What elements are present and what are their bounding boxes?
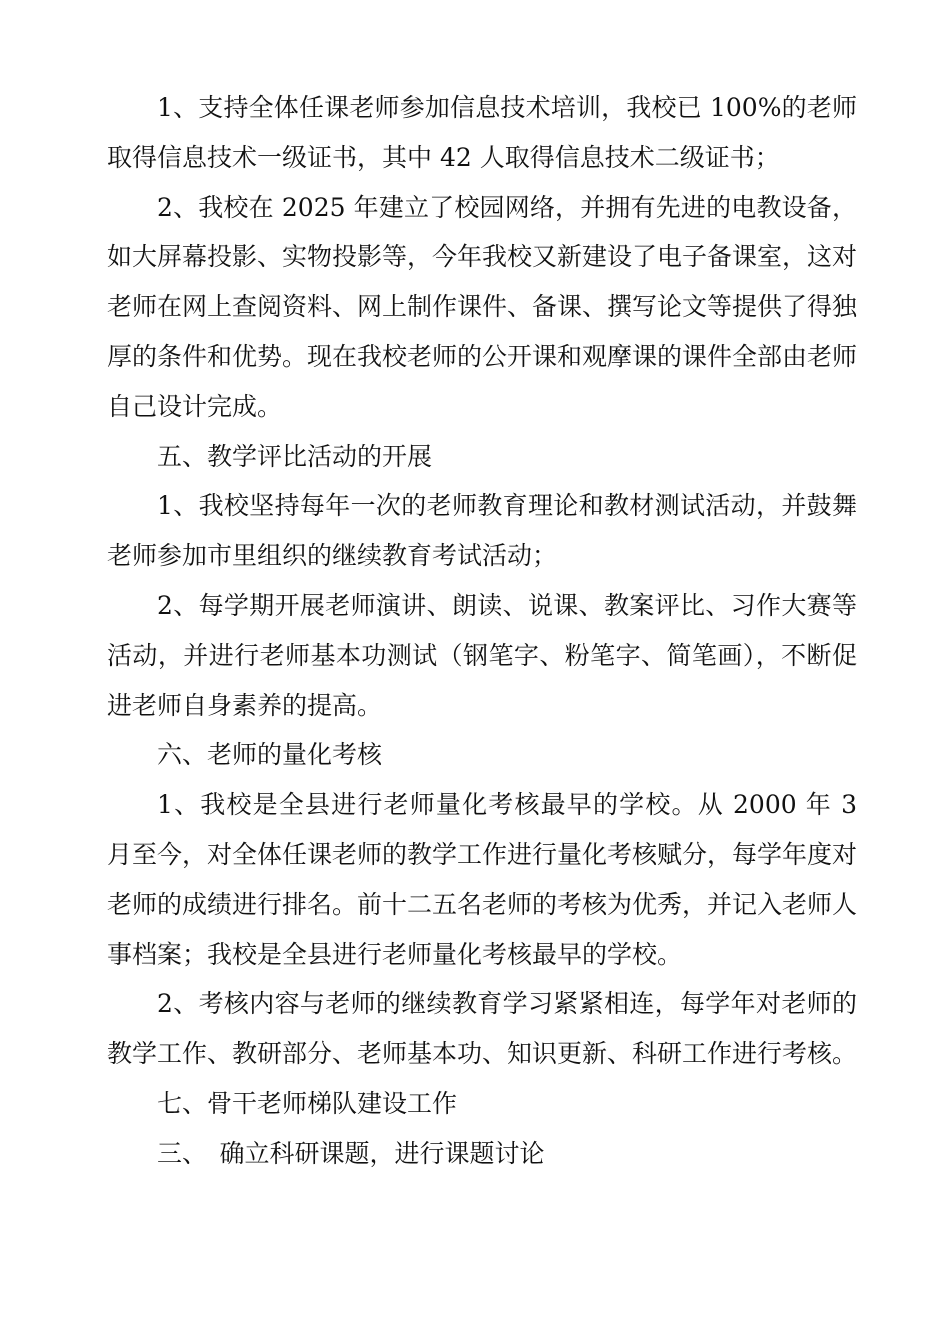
section-heading-teaching-evaluation: 五、教学评比活动的开展	[157, 441, 433, 471]
document-body	[107, 83, 857, 1179]
section-heading-backbone-teachers: 七、骨干老师梯队建设工作	[157, 1088, 458, 1118]
paragraph-campus-network: 2、我校在 2025 年建立了校园网络，并拥有先进的电教设备，如大屏幕投影、实物投影等，今年我校又新建设了电子备课室，这对老师在网上查阅资料、网上制作课件、备课、撰写论文等提供了得独厚的条件和优势。现在我校老师的公开课和观摩课的课件全部由老师自己设计完成。	[107, 192, 858, 421]
paragraph-assessment-history: 1、我校是全县进行老师量化考核最早的学校。从 2000 年 3 月至今，对全体任课老师的教学工作进行量化考核赋分，每学年度对老师的成绩进行排名。前十二五名老师的考核为优秀，并记入老师人事档案；我校是全县进行老师量化考核最早的学校。	[107, 790, 858, 969]
section-heading-research-topics: 三、 确立科研课题，进行课题讨论	[157, 1138, 545, 1168]
section-heading-quantitative-assessment: 六、老师的量化考核	[157, 740, 383, 770]
paragraph-assessment-content: 2、考核内容与老师的继续教育学习紧紧相连，每学年对老师的教学工作、教研部分、老师基本功、知识更新、科研工作进行考核。	[107, 989, 858, 1069]
paragraph-it-training: 1、支持全体任课老师参加信息技术培训，我校已 100%的老师取得信息技术一级证书，其中 42 人取得信息技术二级证书；	[107, 93, 857, 172]
paragraph-semester-activities: 2、每学期开展老师演讲、朗读、说课、教案评比、习作大赛等活动，并进行老师基本功测试（钢笔字、粉笔字、简笔画），不断促进老师自身素养的提高。	[107, 590, 857, 720]
paragraph-theory-test: 1、我校坚持每年一次的老师教育理论和教材测试活动，并鼓舞老师参加市里组织的继续教育考试活动；	[107, 491, 857, 571]
